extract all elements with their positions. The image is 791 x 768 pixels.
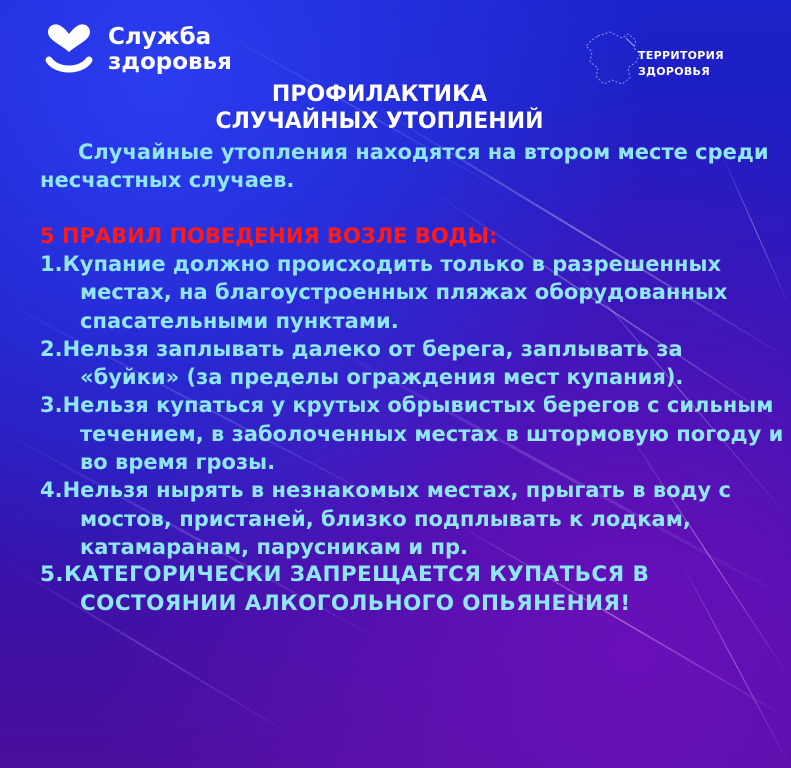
territory-line-2: ЗДОРОВЬЯ (638, 65, 711, 78)
rule-text: Нельзя купаться у крутых обрывистых берегов с сильным течением, в заболоченных местах в штормовую погоду и во время грозы. (62, 393, 784, 475)
logo-line-1: Служба (108, 24, 212, 50)
rules-list (40, 250, 785, 618)
rule-item-1 (40, 250, 785, 335)
rule-text: КАТЕГОРИЧЕСКИ ЗАПРЕЩАЕТСЯ КУПАТЬСЯ В СОСТОЯНИИ АЛКОГОЛЬНОГО ОПЬЯНЕНИЯ! (63, 562, 650, 616)
rule-number: 2. (40, 336, 63, 361)
heart-smile-icon (40, 22, 98, 78)
rule-item-4 (40, 476, 785, 561)
rule-number: 5. (40, 562, 64, 588)
intro-sentence: Случайные утопления находятся на втором месте среди несчастных случаев. (40, 140, 769, 192)
rules-heading: 5 ПРАВИЛ ПОВЕДЕНИЯ ВОЗЛЕ ВОДЫ: (40, 224, 498, 248)
poster-title-line-1: ПРОФИЛАКТИКА (271, 82, 488, 107)
territory-logo-text (638, 48, 724, 80)
rule-item-2 (40, 335, 785, 392)
service-logo-text (108, 25, 232, 75)
logo-line-2: здоровья (108, 49, 232, 75)
rule-text: Купание должно происходить только в разрешенных местах, на благоустроенных пляжах оборудованных спасательными пунктами. (62, 252, 728, 333)
rule-text: Нельзя заплывать далеко от берега, заплывать за «буйки» (за пределы ограждения мест купания). (62, 336, 684, 390)
rule-item-5 (40, 561, 785, 618)
rule-number: 1. (40, 252, 63, 276)
rule-text: Нельзя нырять в незнакомых местах, прыгать в воду с мостов, пристаней, близко подплывать к лодкам, катамаранам, парусникам и пр. (62, 478, 731, 559)
service-logo (40, 22, 232, 78)
rule-number: 3. (40, 393, 63, 418)
rule-number: 4. (40, 478, 63, 503)
territory-line-1: ТЕРРИТОРИЯ (638, 49, 724, 62)
intro-text (40, 138, 780, 194)
poster-title-line-2: СЛУЧАЙНЫХ УТОПЛЕНИЙ (215, 109, 544, 134)
rule-item-3 (40, 391, 785, 476)
